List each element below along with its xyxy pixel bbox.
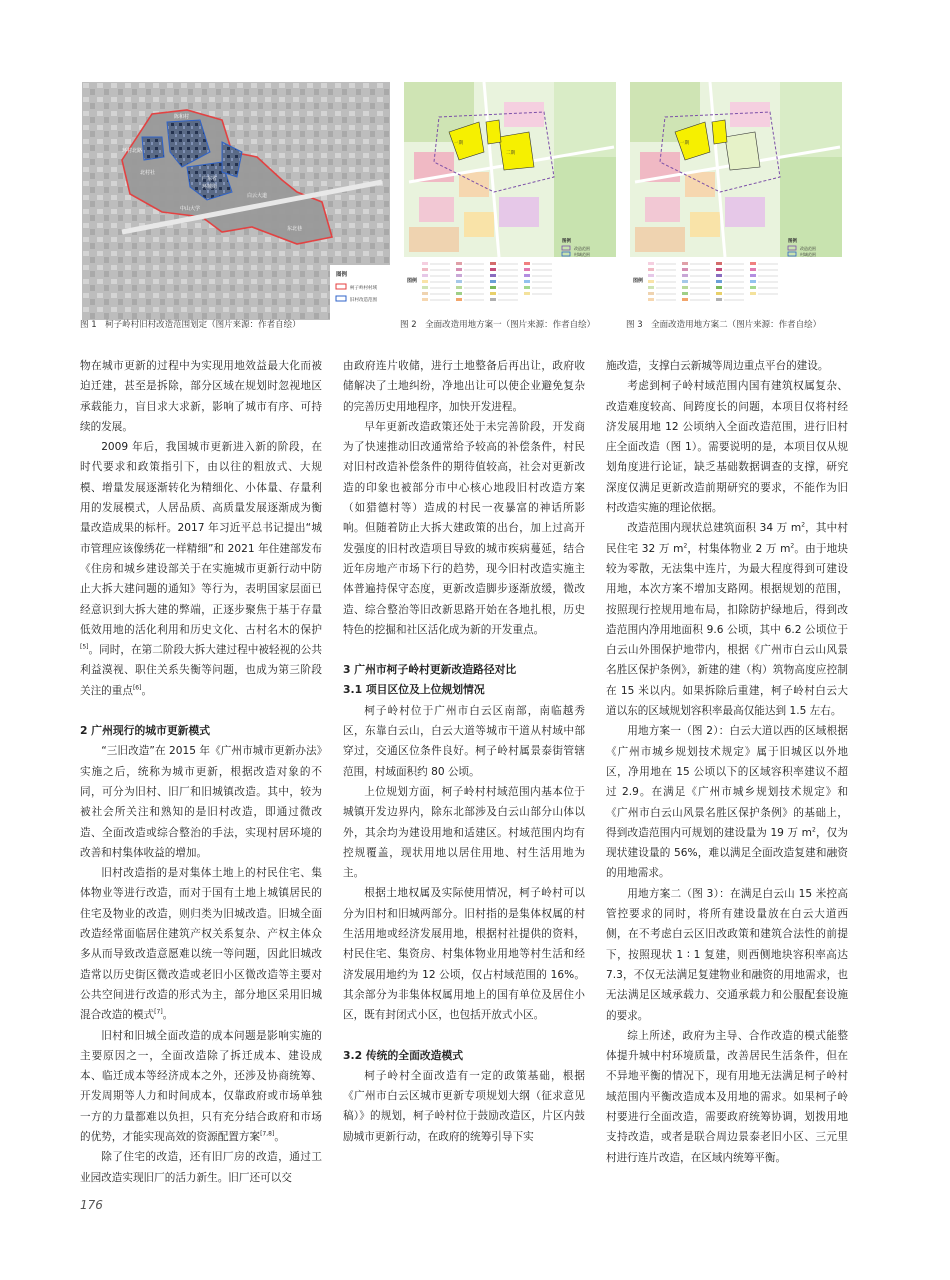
column-1 xyxy=(80,356,322,1188)
fig2-phase-1: 一期 xyxy=(454,141,463,146)
col1-p4-text-a: 旧村改造指的是对集体土地上的村民住宅、集体物业等进行改造，而对于国有土地上城镇居民的住宅及物业的改造，则归类为旧城改造。旧城全面改造经常面临居住建筑产权关系复杂、产权主体众多从而导致改造意愿难以统一等问题，因此旧城改造常以历史街区微改造或老旧小区微改造等主要对公共空间进行改造的形式为主，部分地区采用旧城混合改造的模式 xyxy=(80,867,322,1022)
col3-sq-3: 2 xyxy=(790,542,795,550)
col2-paragraph-4: 上位规划方面，柯子岭村村域范围内基本位于城镇开发边界内，除东北部涉及白云山部分山体以外，其余均为建设用地和适建区。村域范围内均有控规覆盖，现状用地以居住用地、村生活用地为主。 xyxy=(343,785,585,880)
fig3-inset-legend-title: 图例 xyxy=(788,239,797,244)
fig1-label-5: 白云大道 xyxy=(247,193,268,199)
col1-ref-6: [6] xyxy=(132,684,142,692)
fig2-legend-1: 村域范围 xyxy=(574,252,590,257)
fig1-label-4: 环城街 xyxy=(202,184,218,190)
fig3-phase-1: 一期 xyxy=(680,141,689,146)
section-3-2-heading: 3.2 传统的全面改造模式 xyxy=(343,1048,464,1062)
fig2-legend-title: 图例 xyxy=(407,278,418,284)
column-2 xyxy=(343,356,585,1147)
figure-2 xyxy=(404,82,616,320)
col2-paragraph-3: 柯子岭村位于广州市白云区南部，南临越秀区，东靠白云山，白云大道等城市干道从村域中部穿过，交通区位条件良好。柯子岭村属景泰街管辖范围，村域面积约 80 公顷。 xyxy=(343,704,585,778)
col1-p2-text-c: 。 xyxy=(141,684,153,697)
col3-paragraph-6: 综上所述，政府为主导、合作改造的模式能整体提升城中村环境质量，改善居民生活条件，但在不异地平衡的情况下，现有用地无法满足柯子岭村域范围内平衡改造成本及用地的需求。如果柯子岭村要进行全面改造，需要政府统筹协调，划拨用地支持改造，或者是联合周边景泰老旧小区、三元里村进行连片改造，在区域内统筹平衡。 xyxy=(606,1029,848,1164)
col1-ref-5: [5] xyxy=(80,643,89,651)
fig2-phase-2: 二期 xyxy=(506,151,515,156)
figure-1 xyxy=(82,82,390,320)
fig3-legend-1: 村域范围 xyxy=(800,252,816,257)
col3-p3-text-c: ，村集体物业 2 万 m xyxy=(687,542,791,555)
section-3-1-heading: 3.1 项目区位及上位规划情况 xyxy=(343,683,485,697)
col3-paragraph-4 xyxy=(606,721,848,883)
fig2-legend-0: 改造范围 xyxy=(574,246,590,251)
col1-p5-text-a: 旧村和旧城全面改造的成本问题是影响实施的主要原因之一，全面改造除了拆迁成本、建设成本、临迁成本等经济成本之外，还涉及协商统筹、开发周期等人力和时间成本，仅靠政府或市场单独一方的力量都难以负担，只有充分结合政府和市场的优势，才能实现高效的资源配置方案 xyxy=(80,1029,322,1143)
fig2-inset-legend-title: 图例 xyxy=(562,239,571,244)
fig1-label-6: 中山大学 xyxy=(180,206,201,212)
figure-3-map xyxy=(630,82,842,320)
col1-p4-text-b: 。 xyxy=(162,1009,174,1022)
col1-ref-7-8: [7,8] xyxy=(260,1130,275,1138)
col3-paragraph-1: 施改造，支撑白云新城等周边重点平台的建设。 xyxy=(606,360,829,372)
figure-2-map xyxy=(404,82,616,320)
col1-paragraph-2 xyxy=(80,437,322,701)
col1-p2-text-b: 。同时，在第二阶段大拆大建过程中被轻视的公共利益漠视、职住关系失衡等问题，也成为第三阶段关注的重点 xyxy=(80,644,322,697)
fig3-legend-title: 图例 xyxy=(633,278,644,284)
figure-3 xyxy=(630,82,842,320)
col1-p5-text-b: 。 xyxy=(274,1130,285,1143)
col3-p3-text-d: 。由于地块较为零散，无法集中连片，为最大程度得到可建设用地，本次方案不增加支路网。根据规划的范围，按照现行控规用地布局，扣除防护绿地后，得到改造范围内净用地面积 9.6 公顷，其中 6.2 公顷位于白云山外围保护地带内，根据《广州市白云山风景名胜区保护条例》，新建的建（构）筑物高度应控制在 15 米以内。如果拆除后重建，柯子岭村白云大道以东的区域规划容积率最高仅能达到 1.5 左右。 xyxy=(606,542,849,718)
section-3-heading: 3 广州市柯子岭村更新改造路径对比 xyxy=(343,663,517,677)
col3-sq-4: 2 xyxy=(811,826,816,834)
figure-2-caption: 图 2 全面改造用地方案一（图片来源：作者自绘） xyxy=(400,320,596,330)
fig1-label-7: 东北巷 xyxy=(287,226,303,232)
fig1-label-1: 环村北路 xyxy=(122,148,143,154)
fig1-label-0: 陈和村 xyxy=(174,114,190,120)
col3-sq-2: 2 xyxy=(683,542,688,550)
fig1-legend-1: 旧村改造范围 xyxy=(350,298,377,303)
col1-ref-7: [7] xyxy=(154,1008,163,1016)
col3-p4-text-a: 用地方案一（图 2）：白云大道以西的区域根据《广州市城乡规划技术规定》属于旧城区以外地区，净用地在 15 公顷以下的区域容积率建议不超过 2.9。在满足《广州市城乡规划技术规定》和《广州市白云山风景名胜区保护条例》的基础上，得到改造范围内可规划的建设量为 19 万 m xyxy=(606,725,848,839)
fig3-legend-0: 改造范围 xyxy=(800,246,816,251)
col3-sq-1: 2 xyxy=(801,521,806,529)
figure-1-caption: 图 1 柯子岭村旧村改造范围划定（图片来源：作者自绘） xyxy=(80,320,301,330)
col2-paragraph-6: 柯子岭村全面改造有一定的政策基础，根据《广州市白云区城市更新专项规划大纲（征求意见稿）》的规划，柯子岭村位于鼓励改造区，片区内鼓励城市更新行动，在政府的统筹引导下实 xyxy=(343,1069,585,1143)
figure-1-map xyxy=(82,82,390,320)
col1-paragraph-1: 物在城市更新的过程中为实现用地效益最大化而被迫迁建，甚至是拆除，部分区域在规划时忽视地区承载能力，盲目求大求新，影响了城市有序、可持续的发展。 xyxy=(80,360,322,433)
col3-p4-text-b: ，仅为现状建设量的 56%，难以满足全面改造复建和融资的用地需求。 xyxy=(606,826,849,880)
col2-paragraph-1: 由政府连片收储，进行土地整备后再出让，政府收储解决了土地纠纷，净地出让可以使企业避免复杂的完善历史用地程序，加快开发进程。 xyxy=(343,360,585,413)
fig1-legend-0: 柯子岭村村域 xyxy=(350,286,377,291)
col1-paragraph-3: “三旧改造”在 2015 年《广州市城市更新办法》实施之后，统称为城市更新，根据改造对象的不同，可分为旧村、旧厂和旧城镇改造。其中，较为被社会所关注和熟知的是旧村改造，即通过微改造、全面改造或综合整治的手法，实现村居环境的改善和村集体收益的增加。 xyxy=(80,745,322,859)
fig1-legend-title: 图例 xyxy=(336,272,348,278)
col3-paragraph-2: 考虑到柯子岭村域范围内国有建筑权属复杂、改造难度较高、间跨度长的问题，本项目仅将村经济发展用地 12 公顷纳入全面改造范围，进行旧村庄全面改造（图 1）。需要说明的是，本项目仅从规划角度进行论证，缺乏基础数据调查的支撑，研究深度仅满足更新改造前期研究的要求，不能作为旧村改造实施的理论依据。 xyxy=(606,380,848,515)
col3-paragraph-3 xyxy=(606,518,848,721)
col3-paragraph-5: 用地方案二（图 3）：在满足白云山 15 米控高管控要求的同时，将所有建设量放在白云大道西侧，在不考虑白云区旧改政策和建筑合法性的前提下，按照现状 1 ∶ 1 复建，则西侧地块容积率高达 7.3，不仅无法满足复建物业和融资的用地需求，也无法满足区域承载力、交通承载力和公服配套设施的要求。 xyxy=(606,887,848,1022)
col2-paragraph-2: 早年更新改造政策还处于未完善阶段，开发商为了快速推动旧改通常给予较高的补偿条件，村民对旧村改造补偿条件的期待值较高，社会对更新改造的印象也被部分市中心核心地段旧村改造方案（如猎德村等）造成的村民一夜暴富的神话所影响。但随着防止大拆大建政策的出台，加上过高开发强度的旧村改造项目导致的城市疾病蔓延，结合近年房地产市场下行的趋势，现今旧村改造实施主体普遍持保守态度，更新改造脚步逐渐放缓，微改造、综合整治等旧改新思路开始在各地扎根，历史特色的挖掘和社区活化成为新的开发重点。 xyxy=(343,420,585,636)
fig1-label-2: 北村社 xyxy=(140,170,156,176)
col1-paragraph-4 xyxy=(80,863,322,1025)
col3-p3-text-a: 改造范围内现状总建筑面积 34 万 m xyxy=(627,522,802,535)
figure-3-caption: 图 3 全面改造用地方案二（图片来源：作者自绘） xyxy=(626,320,822,330)
col3-p3-text-b: ，其中村民住宅 32 万 m xyxy=(606,522,849,555)
fig1-label-3: 广东省 xyxy=(202,176,218,182)
page-number: 176 xyxy=(80,1198,103,1212)
section-2-heading: 2 广州现行的城市更新模式 xyxy=(80,724,211,738)
col1-paragraph-6: 除了住宅的改造，还有旧厂房的改造，通过工业园改造实现旧厂的活力新生。旧厂还可以交 xyxy=(80,1151,322,1184)
column-3 xyxy=(606,356,848,1168)
col1-paragraph-5 xyxy=(80,1026,322,1148)
col1-p2-text-a: 2009 年后，我国城市更新进入新的阶段，在时代要求和政策指引下，由以往的粗放式、大规模、增量发展逐渐转化为精细化、小体量、存量利用的发展模式，人居品质、高质量发展逐渐成为衡量改造成果的标杆。2017 年习近平总书记提出“城市管理应该像绣花一样精细”和 2021 年住建部发布《住房和城乡建设部关于在实施城市更新行动中防止大拆大建问题的通知》等行为，表明国家层面已经意识到大拆大建的弊端，正逐步聚焦于基于存量低效用地的活化利用和历史文化、古村名木的保护 xyxy=(80,441,322,636)
col2-paragraph-5: 根据土地权属及实际使用情况，柯子岭村可以分为旧村和旧城两部分。旧村指的是集体权属的村生活用地或经济发展用地，根据村社提供的资料，村民住宅、集资房、村集体物业用地等村生活和经济发展用地约为 12 公顷，仅占村域范围的 16%。其余部分为非集体权属用地上的国有单位及居住小区，既有封闭式小区，也包括开放式小区。 xyxy=(343,887,585,1022)
